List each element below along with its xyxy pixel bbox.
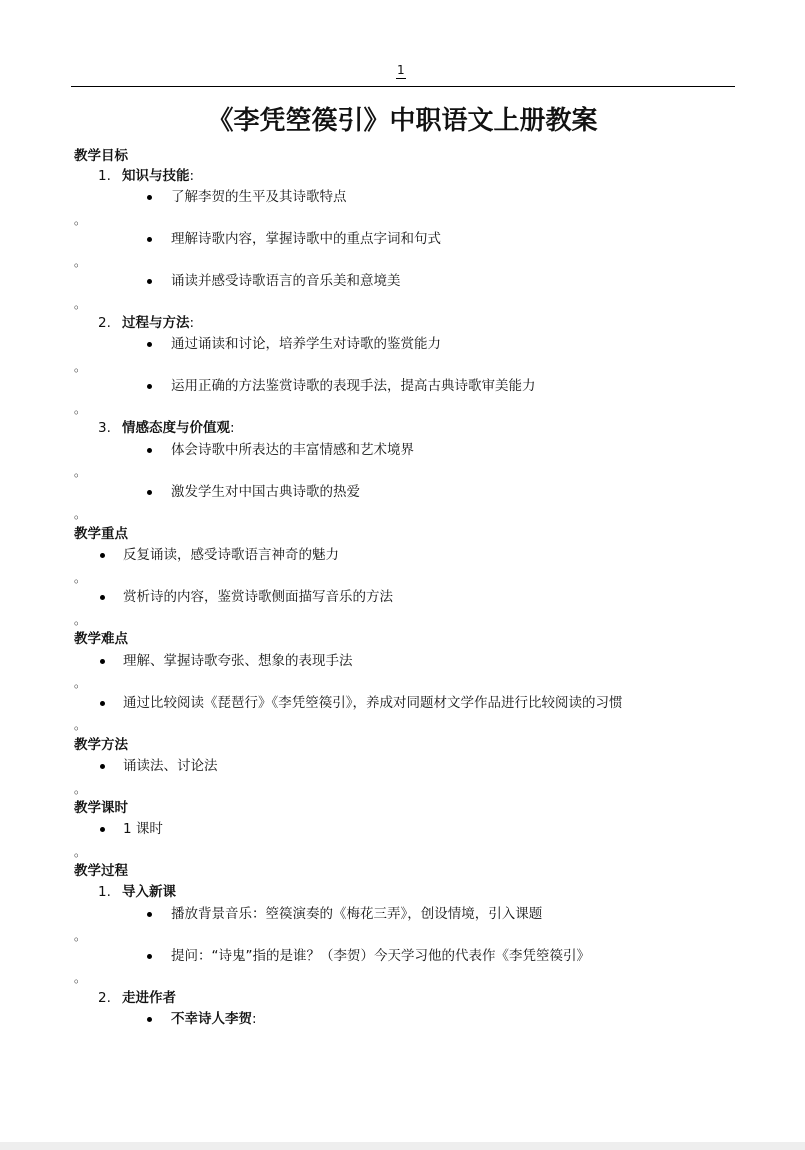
- list-number: 2.: [98, 990, 111, 1006]
- bullet-icon: [147, 342, 152, 347]
- colon: :: [189, 168, 195, 184]
- section-heading-methods: 教学方法: [74, 737, 128, 753]
- trailing-period: 。: [74, 360, 87, 374]
- bullet-icon: [147, 490, 152, 495]
- bullet-icon: [100, 764, 105, 769]
- list-item: 1 课时: [123, 821, 163, 837]
- list-item: 诵读并感受诗歌语言的音乐美和意境美: [171, 273, 401, 289]
- section-heading-process: 教学过程: [74, 863, 128, 879]
- bullet-icon: [100, 553, 105, 558]
- objective-title: 过程与方法: [122, 315, 190, 331]
- colon: :: [230, 420, 235, 436]
- trailing-period: 。: [74, 465, 87, 479]
- objective-item-2: [98, 313, 194, 333]
- list-number: 2.: [98, 315, 111, 331]
- trailing-period: 。: [74, 297, 87, 311]
- bullet-icon: [147, 1017, 152, 1022]
- list-number: 1.: [98, 168, 111, 184]
- trailing-period: 。: [74, 613, 87, 627]
- trailing-period: 。: [74, 971, 87, 985]
- list-number: 1.: [98, 884, 111, 900]
- list-item: 播放背景音乐：箜篌演奏的《梅花三弄》，创设情境，引入课题: [171, 906, 543, 922]
- bullet-icon: [147, 384, 152, 389]
- bullet-icon: [147, 954, 152, 959]
- trailing-period: 。: [74, 845, 87, 859]
- section-heading-key-points: 教学重点: [74, 526, 128, 542]
- objective-item-3: [98, 418, 235, 438]
- process-step-2: [98, 988, 176, 1008]
- trailing-period: 。: [74, 213, 87, 227]
- bullet-icon: [147, 912, 152, 917]
- list-item: 通过比较阅读《琵琶行》《李凭箜篌引》，养成对同题材文学作品进行比较阅读的习惯: [123, 695, 623, 711]
- bullet-icon: [147, 195, 152, 200]
- list-item: 了解李贺的生平及其诗歌特点: [171, 189, 347, 205]
- bullet-icon: [100, 827, 105, 832]
- colon: :: [189, 315, 195, 331]
- list-item: 运用正确的方法鉴赏诗歌的表现手法，提高古典诗歌审美能力: [171, 378, 536, 394]
- list-number: 3.: [98, 420, 111, 436]
- objective-title: 知识与技能: [122, 168, 190, 184]
- bullet-icon: [147, 237, 152, 242]
- bullet-icon: [100, 659, 105, 664]
- step-title: 走进作者: [122, 990, 176, 1006]
- section-heading-hours: 教学课时: [74, 800, 128, 816]
- bullet-icon: [100, 701, 105, 706]
- document-title: 《李凭箜篌引》中职语文上册教案: [207, 106, 598, 136]
- list-item: 诵读法、讨论法: [123, 758, 218, 774]
- list-item: 通过诵读和讨论，培养学生对诗歌的鉴赏能力: [171, 336, 441, 352]
- list-item: 理解、掌握诗歌夸张、想象的表现手法: [123, 653, 353, 669]
- list-item: 激发学生对中国古典诗歌的热爱: [171, 484, 360, 500]
- section-heading-objectives: 教学目标: [74, 148, 128, 164]
- list-item: 赏析诗的内容，鉴赏诗歌侧面描写音乐的方法: [123, 589, 393, 605]
- bullet-icon: [100, 595, 105, 600]
- header-rule: [71, 86, 735, 87]
- list-item: [171, 1009, 257, 1029]
- trailing-period: 。: [74, 929, 87, 943]
- page-number: 1: [397, 63, 405, 77]
- trailing-period: 。: [74, 718, 87, 732]
- trailing-period: 。: [74, 507, 87, 521]
- list-item: 提问：“诗鬼”指的是谁？（李贺）今天学习他的代表作《李凭箜篌引》: [171, 948, 590, 964]
- section-heading-difficulties: 教学难点: [74, 631, 128, 647]
- trailing-period: 。: [74, 571, 87, 585]
- bullet-icon: [147, 279, 152, 284]
- step-title: 导入新课: [122, 884, 176, 900]
- objective-item-1: [98, 166, 194, 186]
- trailing-period: 。: [74, 782, 87, 796]
- trailing-period: 。: [74, 255, 87, 269]
- colon: :: [252, 1011, 257, 1027]
- bullet-icon: [147, 448, 152, 453]
- list-item: 体会诗歌中所表达的丰富情感和艺术境界: [171, 442, 414, 458]
- process-step-1: [98, 882, 176, 902]
- objective-title: 情感态度与价值观: [122, 420, 230, 436]
- trailing-period: 。: [74, 676, 87, 690]
- list-item: 理解诗歌内容，掌握诗歌中的重点字词和句式: [171, 231, 441, 247]
- list-item: 反复诵读，感受诗歌语言神奇的魅力: [123, 547, 339, 563]
- sub-title: 不幸诗人李贺: [171, 1011, 252, 1027]
- trailing-period: 。: [74, 402, 87, 416]
